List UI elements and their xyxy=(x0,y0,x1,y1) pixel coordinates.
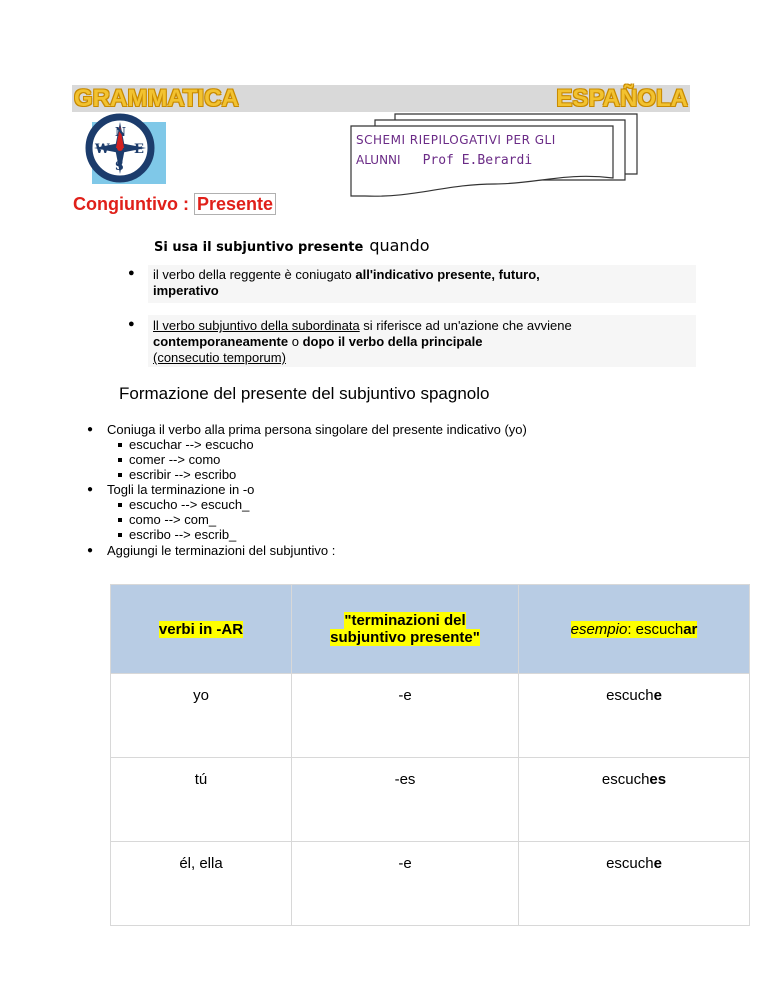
step-2-item-2: como --> com_ xyxy=(129,512,217,527)
bullet-square xyxy=(118,533,122,537)
header-title-right: ESPAÑOLA xyxy=(556,85,688,112)
bullet-dot: ● xyxy=(87,424,94,435)
condition-2-underline-a: ll verbo subjuntivo della subordinata xyxy=(153,318,360,333)
bullet-square xyxy=(118,503,122,507)
header-esempio-rest: : escuch xyxy=(627,620,684,638)
usage-normal: quando xyxy=(369,236,430,255)
header-esempio-bold: ar xyxy=(683,620,698,638)
condition-2-bold-b: dopo il verbo della principale xyxy=(302,334,483,349)
table-header-cell xyxy=(111,585,292,674)
banner-alunni: ALUNNI xyxy=(356,153,401,167)
title-word: Presente xyxy=(194,193,276,215)
banner-line-1: SCHEMI RIEPILOGATIVI PER GLI xyxy=(356,133,556,147)
compass-center xyxy=(117,145,123,151)
cell-ending: -e xyxy=(292,842,519,926)
cell-person: él, ella xyxy=(111,842,292,926)
step-1-item-3: escribir --> escribo xyxy=(129,467,237,482)
header-esempio xyxy=(571,621,698,638)
condition-2 xyxy=(153,318,572,366)
compass-icon xyxy=(78,112,166,190)
condition-1-bold-a: all'indicativo presente, futuro, xyxy=(355,267,540,282)
step-3: Aggiungi le terminazioni del subjuntivo : xyxy=(107,543,336,558)
cell-example xyxy=(519,758,750,842)
step-2-item-1: escucho --> escuch_ xyxy=(129,497,250,512)
title-prefix: Congiuntivo : xyxy=(73,194,189,214)
formation-title: Formazione del presente del subjuntivo spagnolo xyxy=(119,384,490,403)
bullet-square xyxy=(118,443,122,447)
step-2: Togli la terminazione in -o xyxy=(107,482,255,497)
example-suffix: e xyxy=(653,855,662,872)
header-bar xyxy=(72,85,690,112)
condition-1 xyxy=(153,267,540,299)
compass-letter-n: N xyxy=(115,125,126,139)
usage-line xyxy=(154,236,430,255)
cell-ending: -es xyxy=(292,758,519,842)
compass-letter-w: W xyxy=(95,142,110,157)
header-verbi-ar: verbi in -AR xyxy=(158,620,244,638)
table-header-row xyxy=(111,585,750,674)
bullet-dot: ● xyxy=(128,318,135,330)
cell-person: tú xyxy=(111,758,292,842)
bullet-dot: ● xyxy=(87,484,94,495)
bullet-square xyxy=(118,473,122,477)
page-title xyxy=(73,194,276,215)
table-header-cell xyxy=(292,585,519,674)
step-1-item-2: comer --> como xyxy=(129,452,221,467)
banner-line-2 xyxy=(356,153,532,168)
compass-letter-s: S xyxy=(115,159,124,173)
condition-2-text-a: si riferisce ad un'azione che avviene xyxy=(359,318,572,333)
example-suffix: es xyxy=(649,771,667,788)
header-terminazioni-2: subjuntivo presente" xyxy=(330,629,480,646)
cell-ending: -e xyxy=(292,674,519,758)
table-row xyxy=(111,758,750,842)
usage-bold: Si usa il subjuntivo presente xyxy=(154,240,364,255)
header-terminazioni-1: "terminazioni del xyxy=(344,612,466,629)
step-1: Coniuga il verbo alla prima persona singolare del presente indicativo (yo) xyxy=(107,422,527,437)
example-suffix: e xyxy=(653,687,662,704)
condition-2-text-b: o xyxy=(288,334,303,349)
table-row xyxy=(111,842,750,926)
cell-example xyxy=(519,842,750,926)
step-2-item-3: escribo --> escrib_ xyxy=(129,527,237,542)
condition-2-bold-a: contemporaneamente xyxy=(153,334,289,349)
table-row xyxy=(111,674,750,758)
example-stem: escuch xyxy=(601,771,650,788)
bullet-dot: ● xyxy=(128,267,135,279)
cell-person: yo xyxy=(111,674,292,758)
example-stem: escuch xyxy=(606,687,654,704)
endings-table xyxy=(110,584,750,926)
header-title-left: GRAMMATICA xyxy=(74,85,239,112)
banner-author: Prof E.Berardi xyxy=(422,153,533,168)
bullet-dot: ● xyxy=(87,545,94,556)
header-esempio-italic: esempio xyxy=(570,620,628,638)
example-stem: escuch xyxy=(606,855,654,872)
condition-2-underline-b: (consecutio temporum) xyxy=(153,350,286,365)
condition-1-bold-b: imperativo xyxy=(153,283,219,298)
bullet-square xyxy=(118,458,122,462)
step-1-item-1: escuchar --> escucho xyxy=(129,437,254,452)
cell-example xyxy=(519,674,750,758)
compass-letter-e: E xyxy=(134,142,144,157)
condition-1-text: il verbo della reggente è coniugato xyxy=(153,267,356,282)
bullet-square xyxy=(118,518,122,522)
table-header-cell xyxy=(519,585,750,674)
